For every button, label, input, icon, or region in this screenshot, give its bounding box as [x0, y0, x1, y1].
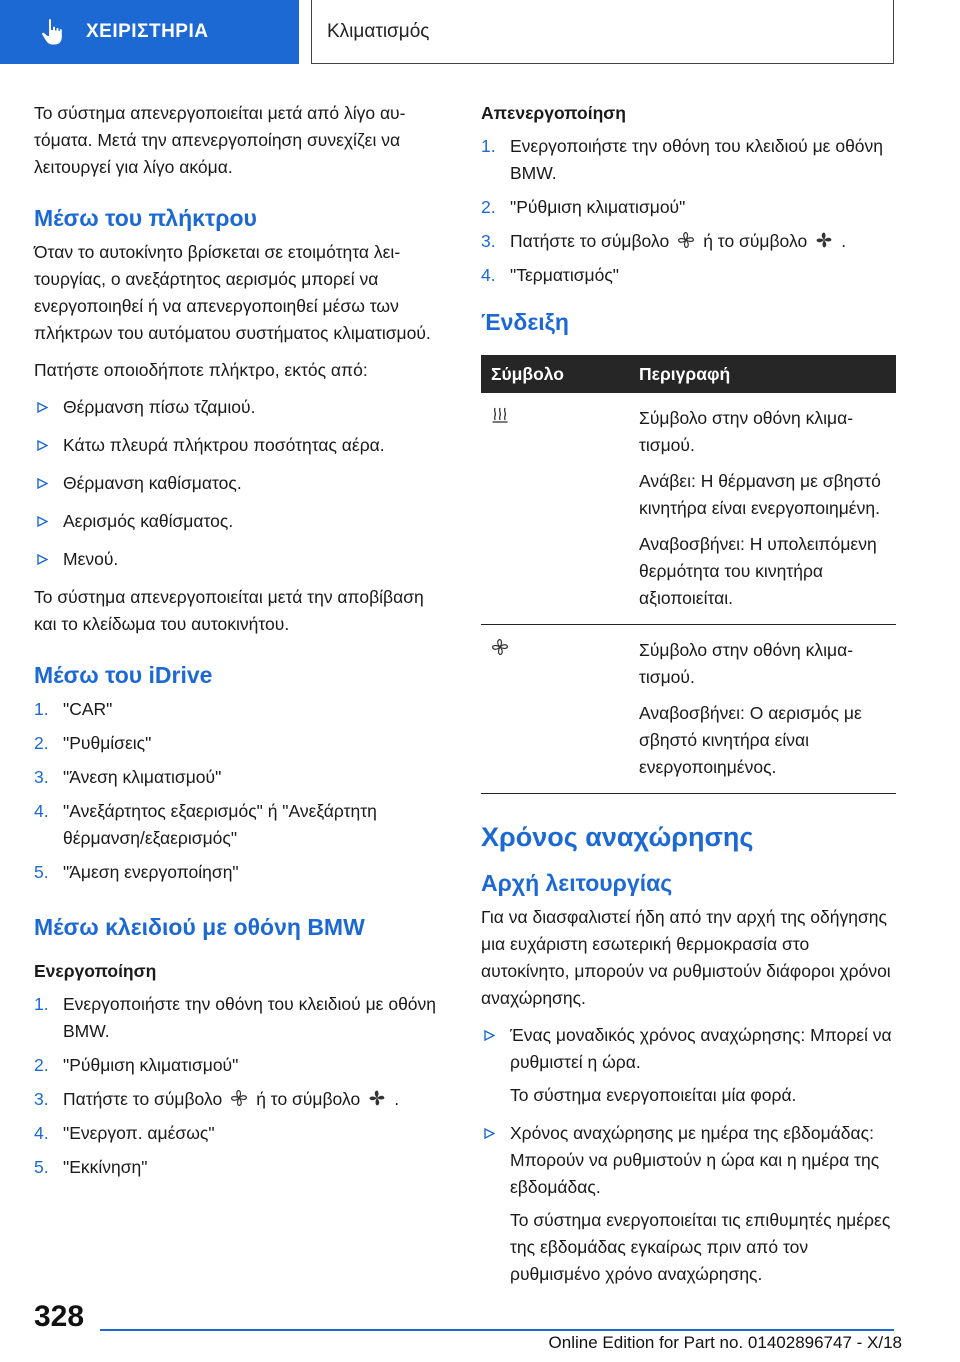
fan-icon: [491, 638, 509, 656]
section-title: ΧΕΙΡΙΣΤΗΡΙΑ: [86, 21, 209, 42]
deactivation-steps: [481, 133, 896, 289]
fan-outline-icon: [677, 231, 695, 249]
button-section-outro: Το σύστημα απενεργοποιείται μετά την αποβίβαση και το κλείδωμα του αυτοκινήτου.: [34, 587, 424, 634]
step-item: 4. "Ενεργοπ. αμέσως": [34, 1123, 215, 1143]
step-item: 5. "Εκκίνηση": [34, 1157, 148, 1177]
description-cell: Σύμβολο στην οθόνη κλιματισμού. Ανάβει: Η θέρμανση με σβηστό κινητήρα είναι ενεργοποιημένη. Αναβοσβήνει: Η υπολειπόμενη θερμότητα του κινητήρα αξιοποιείται.: [629, 393, 896, 625]
step-item: 4. "Ανεξάρτητος εξαερισμός" ή "Ανεξάρτητη θέρμανση/εξαερισμός": [34, 801, 377, 848]
step-item: 4. "Τερματισμός": [481, 265, 619, 285]
indication-heading: Ένδειξη: [481, 309, 569, 335]
principle-heading: Αρχή λειτουργίας: [481, 870, 673, 896]
right-column: [481, 100, 896, 1299]
chapter-tab[interactable]: [311, 0, 894, 64]
activation-steps: [34, 991, 449, 1181]
step-item: 1. Ενεργοποιήστε την οθόνη του κλειδιού με οθόνη BMW.: [34, 994, 437, 1041]
triangle-bullet-icon: [484, 1030, 495, 1041]
footer-divider: [100, 1329, 894, 1331]
step-item: 2. "Ρύθμιση κλιματισμού": [481, 197, 686, 217]
description-column-header: Περιγραφή: [629, 355, 896, 393]
list-item: Αερισμός καθίσματος.: [34, 508, 449, 535]
left-column: [34, 100, 449, 1191]
intro-paragraph: Το σύστημα απενεργοποιείται μετά από λίγο αυτόματα. Μετά την απενεργοποίηση συνεχίζει να λειτουργεί για λίγο ακόμα.: [34, 103, 406, 177]
key-section-heading: Μέσω κλειδιού με οθόνη BMW: [34, 914, 365, 940]
step-item: 2. "Ρυθμίσεις": [34, 733, 152, 753]
fan-outline-icon: [230, 1089, 248, 1107]
fan-solid-icon: [368, 1089, 386, 1107]
triangle-bullet-icon: [37, 516, 48, 527]
step-item: 1. Ενεργοποιήστε την οθόνη του κλειδιού με οθόνη BMW.: [481, 136, 884, 183]
button-section-heading: Μέσω του πλήκτρου: [34, 205, 257, 231]
chapter-title: Κλιματισμός: [327, 20, 430, 42]
edition-text: Online Edition for Part no. 01402896747 - X/18: [548, 1333, 902, 1352]
fan-solid-icon: [815, 231, 833, 249]
departure-time-heading: Χρόνος αναχώρησης: [481, 822, 754, 852]
deactivation-subheading: Απενεργοποίηση: [481, 103, 626, 123]
page-number: 328: [34, 1300, 85, 1333]
symbol-column-header: Σύμβολο: [481, 355, 629, 393]
step-item: 1. "CAR": [34, 699, 113, 719]
step-item: 3. Πατήστε το σύμβολο ή το σύμβολο .: [481, 231, 847, 251]
triangle-bullet-icon: [37, 440, 48, 451]
activation-subheading: Ενεργοποίηση: [34, 961, 157, 981]
heat-waves-icon: [491, 406, 509, 424]
step-item: 3. "Άνεση κλιματισμού": [34, 767, 222, 787]
table-row: [481, 625, 896, 794]
idrive-steps: [34, 696, 449, 886]
step-item: 2. "Ρύθμιση κλιματισμού": [34, 1055, 239, 1075]
triangle-bullet-icon: [37, 402, 48, 413]
triangle-bullet-icon: [37, 478, 48, 489]
table-row: [481, 393, 896, 625]
section-tab[interactable]: [0, 0, 299, 64]
list-item: Κάτω πλευρά πλήκτρου ποσότητας αέρα.: [34, 432, 449, 459]
button-press-text: Πατήστε οποιοδήποτε πλήκτρο, εκτός από:: [34, 360, 368, 380]
step-item: 3. Πατήστε το σύμβολο ή το σύμβολο .: [34, 1089, 400, 1109]
symbol-cell: [481, 393, 629, 625]
list-item: Θέρμανση πίσω τζαμιού.: [34, 394, 449, 421]
list-item: Μενού.: [34, 546, 449, 573]
exception-list: [34, 394, 449, 573]
idrive-section-heading: Μέσω του iDrive: [34, 662, 213, 688]
list-item: Ένας μοναδικός χρόνος αναχώρησης: Μπορεί να ρυθμιστεί η ώρα. Το σύστημα ενεργοποιείται μία φορά.: [481, 1022, 896, 1109]
triangle-bullet-icon: [37, 554, 48, 565]
list-item: Χρόνος αναχώρησης με ημέρα της εβδομάδας: Μπορούν να ρυθμιστούν η ώρα και η ημέρα της εβδομάδας. Το σύστημα ενεργοποιείται τις επιθυμητές ημέρες της εβδομάδας εγκαίρως πριν από τον ρυθμισμένο χρόνο αναχώρησης.: [481, 1120, 896, 1288]
departure-list: [481, 1022, 896, 1288]
list-item: Θέρμανση καθίσματος.: [34, 470, 449, 497]
hand-pointer-icon: [40, 18, 64, 46]
step-item: 5. "Άμεση ενεργοποίηση": [34, 862, 239, 882]
symbol-cell: [481, 625, 629, 794]
triangle-bullet-icon: [484, 1128, 495, 1139]
button-section-text: Όταν το αυτοκίνητο βρίσκεται σε ετοιμότητα λειτουργίας, ο ανεξάρτητος αερισμός μπορεί να ενεργοποιηθεί ή να απενεργοποιηθεί μέσω των πλήκτρων του αυτόματου συστήματος κλιματισμού.: [34, 242, 431, 343]
description-cell: Σύμβολο στην οθόνη κλιματισμού. Αναβοσβήνει: Ο αερισμός με σβηστό κινητήρα είναι ενεργοποιημένος.: [629, 625, 896, 794]
symbol-table: [481, 355, 896, 794]
principle-text: Για να διασφαλιστεί ήδη από την αρχή της οδήγησης μια ευχάριστη εσωτερική θερμοκρασία στο αυτοκίνητο, μπορούν να ρυθμιστούν διάφοροι χρόνοι αναχώρησης.: [481, 907, 891, 1008]
